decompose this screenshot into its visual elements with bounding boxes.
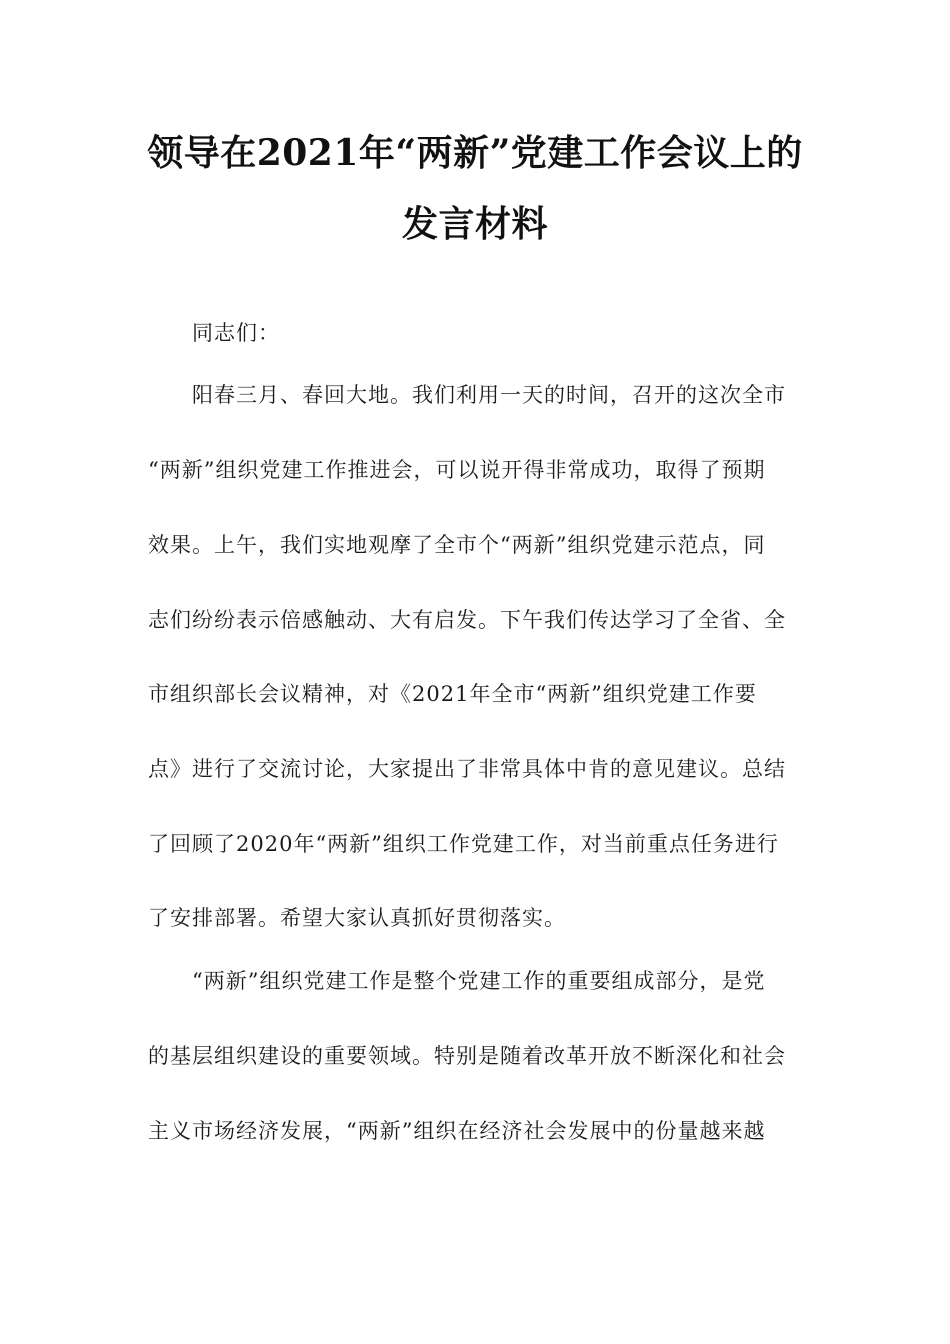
paragraph-2-line-2: 的基层组织建设的重要领域。特别是随着改革开放不断深化和社会 — [148, 1044, 786, 1068]
paragraph-1-line-3: 效果。上午，我们实地观摩了全市个“两新”组织党建示范点，同 — [148, 533, 766, 557]
paragraph-1-line-5: 市组织部长会议精神，对《2021年全市“两新”组织党建工作要 — [148, 682, 757, 706]
document-title-line-2: 发言材料 — [401, 203, 548, 245]
paragraph-1-line-8: 了安排部署。希望大家认真抓好贯彻落实。 — [148, 906, 566, 930]
paragraph-2-line-1: “两新”组织党建工作是整个党建工作的重要组成部分，是党 — [192, 969, 766, 993]
paragraph-1-line-1: 阳春三月、春回大地。我们利用一天的时间，召开的这次全市 — [192, 383, 786, 407]
paragraph-1-line-6: 点》进行了交流讨论，大家提出了非常具体中肯的意见建议。总结 — [148, 757, 786, 781]
paragraph-1-line-4: 志们纷纷表示倍感触动、大有启发。下午我们传达学习了全省、全 — [148, 608, 786, 632]
salutation: 同志们： — [192, 321, 280, 345]
paragraph-1-line-7: 了回顾了2020年“两新”组织工作党建工作，对当前重点任务进行 — [148, 832, 779, 856]
document-title-line-1: 领导在2021年“两新”党建工作会议上的 — [147, 132, 803, 174]
paragraph-2-line-3: 主义市场经济发展，“两新”组织在经济社会发展中的份量越来越 — [148, 1119, 766, 1143]
paragraph-1-line-2: “两新”组织党建工作推进会，可以说开得非常成功，取得了预期 — [148, 458, 766, 482]
